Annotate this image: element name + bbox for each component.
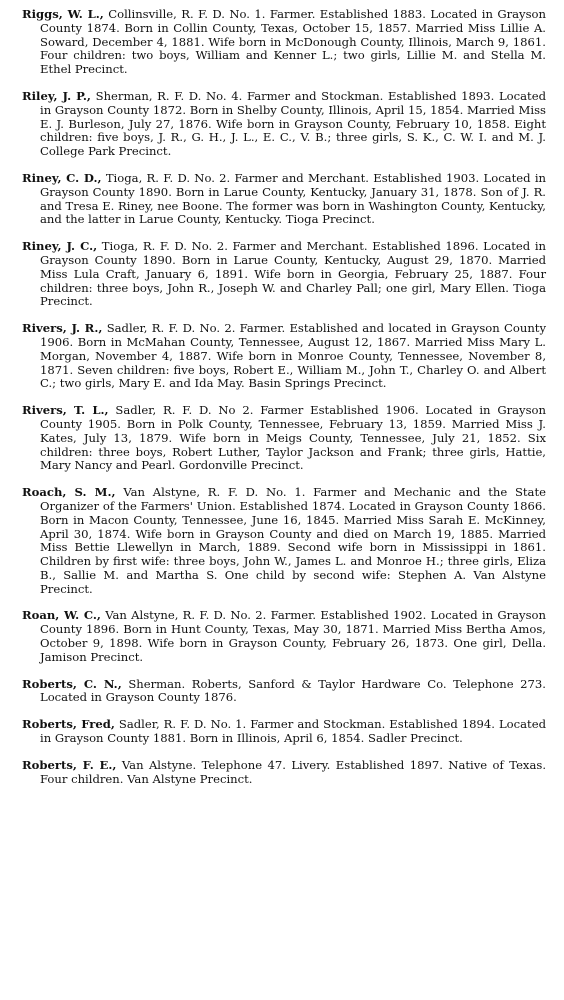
- entry-text: Sherman. Roberts, Sanford & Taylor Hardware Co. Telephone 273. Located in Grayson County 1876.: [40, 676, 546, 705]
- entry-name: Roach, S. M.,: [22, 485, 116, 500]
- directory-entry: [22, 678, 546, 706]
- entry-text: Collinsville, R. F. D. No. 1. Farmer. Established 1883. Located in Grayson County 1874. Born in Collin County, Texas, October 15, 1857. Married Miss Lillie A. Soward, December 4, 1881. Wife born in McDonough County, Illinois, March 9, 1861. Four children: two boys, William and Kenner L.; two girls, Lillie M. and Stella M. Ethel Precinct.: [40, 7, 546, 77]
- directory-entry: [22, 240, 546, 309]
- entry-text: Sherman, R. F. D. No. 4. Farmer and Stockman. Established 1893. Located in Grayson County 1872. Born in Shelby County, Illinois, April 15, 1854. Married Miss E. J. Burleson, July 27, 1876. Wife born in Grayson County, February 10, 1858. Eight children: five boys, J. R., G. H., J. L., E. C., V. B.; three girls, S. K., C. W. I. and M. J. College Park Precinct.: [40, 88, 546, 159]
- entry-text: Sadler, R. F. D. No. 1. Farmer and Stockman. Established 1894. Located in Grayson County 1881. Born in Illinois, April 6, 1854. Sadler Precinct.: [40, 717, 547, 746]
- entry-text: Tioga, R. F. D. No. 2. Farmer and Merchant. Established 1896. Located in Grayson County 1890. Born in Larue County, Kentucky, August 29, 1870. Married Miss Lula Craft, January 6, 1891. Wife born in Georgia, February 25, 1887. Four children: three boys, John R., Joseph W. and Charley Pall; one girl, Mary Ellen. Tioga Precinct.: [40, 239, 546, 309]
- entry-text: Sadler, R. F. D. No. 2. Farmer. Established and located in Grayson County 1906. Born in McMahan County, Tennessee, August 12, 1867. Married Miss Mary L. Morgan, November 4, 1887. Wife born in Monroe County, Tennessee, November 8, 1871. Seven children: five boys, Robert E., William M., John T., Charley O. and Albert C.; two girls, Mary E. and Ida May. Basin Springs Precinct.: [40, 321, 546, 391]
- entry-name: Riney, J. C.,: [22, 239, 98, 254]
- directory-entry: [22, 759, 546, 787]
- directory-entry: [22, 404, 546, 473]
- directory-entry: [22, 718, 546, 746]
- directory-entry: [22, 90, 546, 159]
- entry-text: Van Alstyne, R. F. D. No. 1. Farmer and Mechanic and the State Organizer of the Farmers' Union. Established 1874. Located in Grayson County 1866. Born in Macon County, Tennessee, June 16, 1845. Married Miss Sarah E. McKinney, April 30, 1874. Wife born in Grayson County and died on March 19, 1885. Married Miss Bettie Llewellyn in March, 1889. Second wife born in Mississippi in 1861. Children by first wife: three boys, John W., James L. and Monroe H.; three girls, Eliza B., Sallie M. and Martha S. One child by second wife: Stephen A. Van Alstyne Precinct.: [40, 485, 546, 596]
- entry-name: Roberts, C. N.,: [22, 676, 122, 691]
- entry-text: Sadler, R. F. D. No 2. Farmer Established 1906. Located in Grayson County 1905. Born in Polk County, Tennessee, February 13, 1859. Married Miss J. Kates, July 13, 1879. Wife born in Meigs County, Tennessee, July 21, 1852. Six children: three boys, Robert Luther, Taylor Jackson and Frank; three girls, Hattie, Mary Nancy and Pearl. Gordonville Precinct.: [40, 403, 546, 473]
- entry-text: Tioga, R. F. D. No. 2. Farmer and Merchant. Established 1903. Located in Grayson County 1890. Born in Larue County, Kentucky, January 31, 1878. Son of J. R. and Tresa E. Riney, nee Boone. The former was born in Washington County, Kentucky, and the latter in Larue County, Kentucky. Tioga Precinct.: [40, 170, 546, 227]
- directory-entry: [22, 609, 546, 664]
- entry-name: Rivers, J. R.,: [22, 321, 103, 336]
- entry-name: Rivers, T. L.,: [22, 403, 109, 418]
- entry-text: Van Alstyne. Telephone 47. Livery. Established 1897. Native of Texas. Four children. Van Alstyne Precinct.: [40, 757, 547, 786]
- entry-name: Riney, C. D.,: [22, 170, 102, 185]
- entry-name: Riggs, W. L.,: [22, 7, 104, 21]
- directory-entry: [22, 322, 546, 391]
- entry-name: Roan, W. C.,: [22, 608, 101, 623]
- entry-name: Roberts, F. E.,: [22, 757, 117, 772]
- directory-entry: [22, 172, 546, 227]
- directory-entry: [22, 486, 546, 596]
- entry-name: Riley, J. P.,: [22, 88, 91, 103]
- entry-text: Van Alstyne, R. F. D. No. 2. Farmer. Established 1902. Located in Grayson County 1896. Born in Hunt County, Texas, May 30, 1871. Married Miss Bertha Amos, October 9, 1898. Wife born in Grayson County, February 26, 1873. One girl, Della. Jamison Precinct.: [40, 608, 546, 664]
- entry-name: Roberts, Fred,: [22, 717, 115, 732]
- directory-entry: [22, 8, 546, 77]
